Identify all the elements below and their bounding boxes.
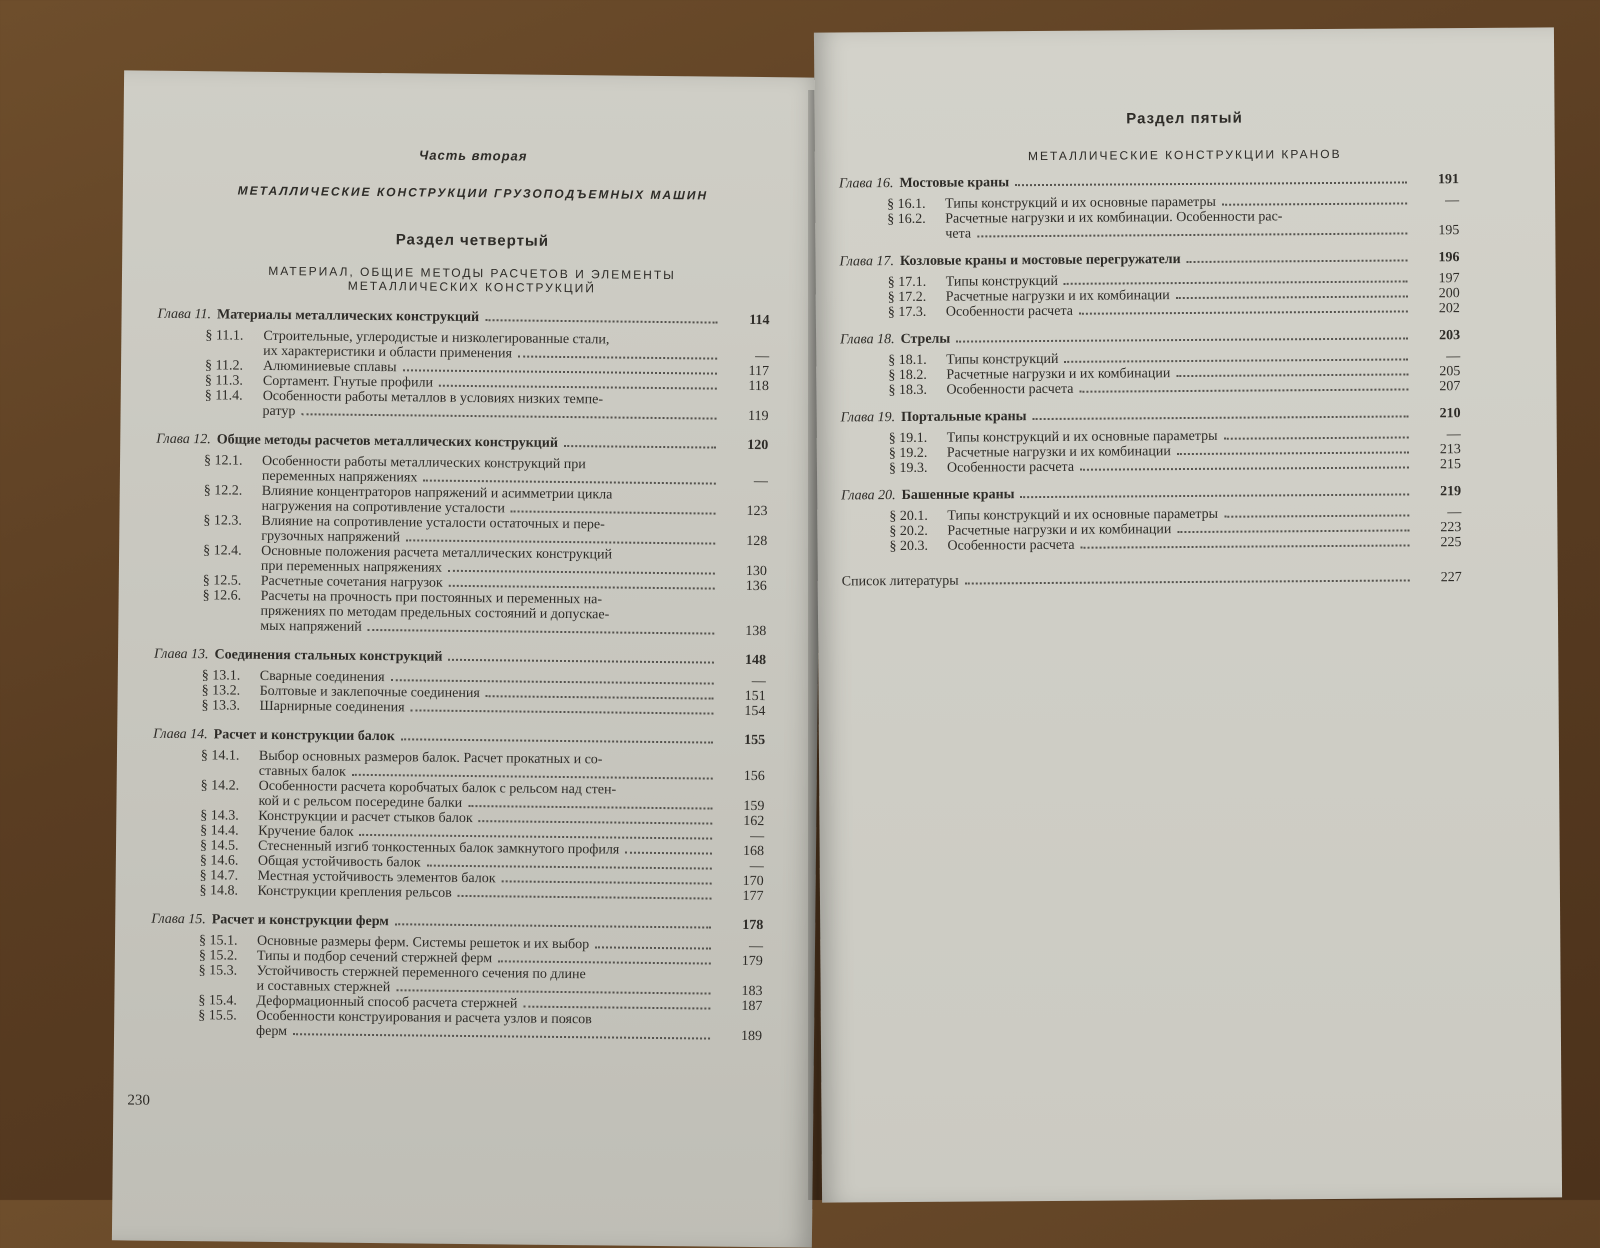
leader-dots — [458, 895, 712, 900]
open-book — [118, 30, 1558, 1200]
leader-dots — [502, 880, 712, 884]
section-title-line: Деформационный способ расчета стержней — [256, 994, 517, 1012]
chapter-label: Глава 20. — [841, 488, 896, 503]
toc-chapter — [839, 250, 1459, 320]
leader-dots — [1176, 373, 1408, 377]
leader-dots — [1064, 280, 1408, 284]
section-title-line: Особенности расчета коробчатых балок с рельсом над стен- — [259, 779, 617, 798]
leader-dots — [1176, 295, 1408, 299]
section-number: § 20.2. — [889, 524, 947, 539]
section-page: 170 — [718, 874, 764, 889]
leader-dots — [449, 585, 715, 590]
chapter-label: Глава 15. — [151, 912, 206, 928]
leader-dots — [396, 989, 710, 994]
section-page: 123 — [721, 504, 767, 519]
leader-dots — [977, 232, 1407, 237]
section-number: § 11.4. — [205, 388, 263, 404]
toc-chapter — [839, 172, 1459, 242]
section-number: § 15.2. — [199, 948, 257, 964]
section-title-line: кой и с рельсом посередине балки — [258, 794, 462, 811]
section-title-line: Кручение балок — [258, 824, 354, 840]
section-entry — [841, 535, 1461, 554]
leader-dots — [1015, 181, 1407, 186]
chapter-label: Глава 18. — [840, 332, 895, 347]
chapter-title: Материалы металлических конструкций — [217, 307, 479, 325]
section-number: § 19.3. — [889, 461, 947, 476]
section-page: 130 — [721, 564, 767, 579]
section-title-line: Местная устойчивость элементов балок — [258, 869, 496, 886]
leader-dots — [1187, 259, 1408, 263]
toc-chapter — [153, 647, 766, 719]
section-indent — [205, 418, 263, 419]
toc-chapter — [150, 912, 763, 1044]
leader-dots — [523, 1006, 710, 1010]
chapter-entry — [153, 727, 765, 748]
chapter-page: 120 — [722, 438, 768, 453]
chapter-entry — [839, 250, 1459, 269]
leader-dots — [439, 385, 717, 390]
section-title-line: Основные положения расчета металлических конструкций — [261, 544, 612, 563]
section-page: 159 — [718, 799, 764, 814]
section-title-line: Стесненный изгиб тонкостенных балок замкнутого профиля — [258, 839, 619, 858]
section-title-line: нагружения на сопротивление усталости — [262, 499, 506, 517]
leader-dots — [956, 337, 1408, 342]
leader-dots — [1079, 310, 1408, 314]
section-page: — — [1413, 193, 1459, 208]
section-page: 195 — [1413, 223, 1459, 238]
section-heading-right: Раздел пятый — [834, 108, 1534, 130]
section-page: 179 — [717, 954, 763, 969]
leader-dots — [1080, 466, 1409, 470]
section-title-line: Строительные, углеродистые и низколегированные стали, — [263, 329, 609, 348]
section-number: § 14.1. — [201, 748, 259, 764]
section-number: § 14.8. — [199, 883, 257, 899]
section-page: 151 — [720, 689, 766, 704]
section-number: § 16.1. — [887, 197, 945, 212]
section-page: 117 — [723, 364, 769, 379]
leader-dots — [301, 413, 716, 419]
section-number: § 13.2. — [202, 683, 260, 699]
section-page: 162 — [718, 814, 764, 829]
bibliography-entry — [842, 570, 1462, 589]
left-page — [112, 70, 824, 1247]
section-page: — — [1414, 349, 1460, 364]
toc-chapter — [151, 727, 765, 904]
section-page: 119 — [722, 409, 768, 424]
leader-dots — [1177, 451, 1409, 455]
section-title-line: Особенности расчета — [946, 382, 1073, 398]
section-page: 225 — [1415, 535, 1461, 550]
section-page: 177 — [717, 889, 763, 904]
section-title-line: Типы конструкций и их основные параметры — [945, 195, 1216, 212]
section-title-line: Расчетные нагрузки и их комбинации — [947, 444, 1171, 461]
chapter-title: Стрелы — [901, 332, 951, 347]
section-page: 128 — [721, 534, 767, 549]
section-page: — — [1415, 427, 1461, 442]
leader-dots — [564, 445, 716, 449]
chapter-entry — [154, 647, 766, 668]
chapter-page: 148 — [720, 653, 766, 668]
section-page: 213 — [1415, 442, 1461, 457]
section-number: § 14.5. — [200, 838, 258, 854]
section-indent — [202, 633, 260, 634]
chapter-title: Мостовые краны — [899, 175, 1009, 191]
leader-dots — [1224, 514, 1409, 517]
section-title-line: Расчетные нагрузки и их комбинации. Особенности рас- — [945, 209, 1282, 226]
section-title-line: Расчетные нагрузки и их комбинации — [946, 288, 1170, 305]
section-title-line: при переменных напряжениях — [261, 559, 442, 576]
chapter-label: Глава 11. — [158, 307, 212, 323]
leader-dots — [395, 923, 711, 928]
section-page: 154 — [719, 704, 765, 719]
section-page: 202 — [1414, 301, 1460, 316]
section-number: § 14.6. — [200, 853, 258, 869]
section-number: § 13.3. — [201, 698, 259, 714]
chapter-entry — [156, 432, 768, 453]
section-title-line: Конструкции крепления рельсов — [257, 884, 451, 901]
page-number: 230 — [127, 1092, 150, 1109]
leader-dots — [293, 1033, 710, 1039]
section-number: § 16.2. — [887, 212, 945, 227]
section-title-right: МЕТАЛЛИЧЕСКИЕ КОНСТРУКЦИИ КРАНОВ — [835, 146, 1535, 165]
chapter-label: Глава 17. — [839, 254, 894, 269]
leader-dots — [1033, 415, 1409, 420]
chapter-label: Глава 16. — [839, 176, 894, 191]
leader-dots — [479, 820, 713, 824]
part-heading: Часть вторая — [123, 144, 823, 166]
chapter-label: Глава 12. — [156, 432, 211, 448]
chapter-title: Портальные краны — [901, 409, 1027, 425]
toc-chapter — [157, 307, 770, 424]
section-title-line: Типы конструкций и их основные параметры — [947, 507, 1218, 524]
section-indent — [198, 1038, 256, 1039]
section-number: § 19.2. — [889, 446, 947, 461]
toc-chapter — [841, 406, 1461, 476]
leader-dots — [965, 579, 1410, 584]
section-page: 205 — [1414, 364, 1460, 379]
toc-chapter — [154, 432, 768, 639]
chapter-page: 210 — [1415, 406, 1461, 421]
section-page: 168 — [718, 844, 764, 859]
section-number: § 13.1. — [202, 668, 260, 684]
chapter-title: Расчет и конструкции ферм — [212, 912, 389, 929]
leader-dots — [498, 960, 711, 964]
section-page: 187 — [716, 999, 762, 1014]
section-number: § 17.3. — [888, 305, 946, 320]
section-page: — — [718, 859, 764, 874]
leader-dots — [423, 480, 716, 485]
section-page: — — [720, 674, 766, 689]
section-number: § 17.2. — [888, 290, 946, 305]
chapter-entry — [841, 406, 1461, 425]
leader-dots — [1222, 202, 1407, 205]
leader-dots — [401, 738, 713, 743]
section-number: § 19.1. — [889, 431, 947, 446]
section-number: § 12.5. — [203, 573, 261, 589]
chapter-entry — [840, 328, 1460, 347]
chapter-title: Соединения стальных конструкций — [214, 647, 442, 664]
section-number: § 20.3. — [889, 539, 947, 554]
section-title-line: Сортамент. Гнутые профили — [263, 374, 433, 391]
section-title-line: Шарнирные соединения — [259, 699, 404, 716]
section-title-line: Особенности работы металлических конструкций при — [262, 454, 586, 472]
table-of-contents-left — [150, 307, 770, 1044]
section-number: § 12.6. — [203, 588, 261, 604]
chapter-page: 203 — [1414, 328, 1460, 343]
leader-dots — [1177, 529, 1409, 533]
section-title-line: ратур — [263, 404, 296, 419]
right-page — [814, 27, 1562, 1202]
section-title-line: Типы конструкций и их основные параметры — [947, 429, 1218, 446]
section-title-line: Особенности расчета — [947, 460, 1074, 476]
section-number: § 20.1. — [889, 509, 947, 524]
leader-dots — [468, 805, 712, 810]
leader-dots — [391, 679, 714, 684]
chapter-title: Козловые краны и мостовые перегружатели — [900, 252, 1181, 269]
section-title-line: Особенности расчета — [947, 538, 1074, 554]
chapter-page: 191 — [1413, 172, 1459, 187]
leader-dots — [511, 510, 716, 514]
section-number: § 12.2. — [204, 483, 262, 499]
section-number: § 15.4. — [198, 993, 256, 1009]
leader-dots — [403, 369, 717, 374]
leader-dots — [368, 629, 715, 635]
section-page: 118 — [723, 379, 769, 394]
chapter-label: Глава 14. — [153, 727, 208, 743]
section-title-line: Особенности расчета — [946, 304, 1073, 320]
section-title-line: Расчетные нагрузки и их комбинации — [947, 522, 1171, 539]
leader-dots — [595, 946, 711, 949]
section-title-line: Влияние концентраторов напряжений и асимметрии цикла — [262, 484, 613, 503]
section-number: § 15.3. — [199, 963, 257, 979]
section-title-line: Основные размеры ферм. Системы решеток и их выбор — [257, 934, 589, 952]
leader-dots — [448, 570, 715, 575]
section-title-line-2: МЕТАЛЛИЧЕСКИХ КОНСТРУКЦИЙ — [122, 276, 822, 297]
bibliography-title: Список литературы — [842, 574, 959, 590]
section-number: § 15.5. — [198, 1008, 256, 1024]
chapter-page: 178 — [717, 918, 763, 933]
leader-dots — [448, 659, 714, 664]
leader-dots — [518, 356, 717, 360]
section-title-line: Влияние на сопротивление усталости остаточных и пере- — [261, 514, 605, 533]
table-of-contents-right — [839, 172, 1462, 554]
section-title-line: Типы и подбор сечений стержней ферм — [257, 949, 492, 966]
section-number: § 18.2. — [888, 368, 946, 383]
section-title-line: Выбор основных размеров балок. Расчет прокатных и со- — [259, 749, 603, 768]
leader-dots — [360, 834, 713, 840]
part-title: МЕТАЛЛИЧЕСКИЕ КОНСТРУКЦИИ ГРУЗОПОДЪЕМНЫХ МАШИН — [123, 182, 823, 203]
section-number: § 11.3. — [205, 373, 263, 389]
section-page: — — [717, 939, 763, 954]
section-number: § 18.3. — [888, 383, 946, 398]
section-number: § 11.1. — [205, 328, 263, 344]
leader-dots — [1079, 388, 1408, 392]
chapter-entry — [841, 484, 1461, 503]
section-number: § 17.1. — [888, 275, 946, 290]
leader-dots — [426, 865, 711, 870]
chapter-entry — [151, 912, 763, 933]
section-title-line: Особенности конструирования и расчета узлов и поясов — [256, 1009, 592, 1028]
section-entry — [841, 457, 1461, 476]
leader-dots — [1223, 436, 1408, 439]
section-number: § 12.1. — [204, 453, 262, 469]
section-page: 197 — [1414, 271, 1460, 286]
leader-dots — [1081, 544, 1410, 548]
chapter-entry — [839, 172, 1459, 191]
section-title-line: ферм — [256, 1024, 287, 1039]
leader-dots — [406, 539, 715, 544]
section-number: § 11.2. — [205, 358, 263, 374]
chapter-page: 155 — [719, 733, 765, 748]
section-title-line: Общая устойчивость балок — [258, 854, 421, 871]
section-title-line: переменных напряжениях — [262, 469, 418, 486]
section-page: — — [723, 349, 769, 364]
section-page: 138 — [720, 624, 766, 639]
section-title-line: мых напряжений — [260, 619, 362, 635]
section-number: § 15.1. — [199, 933, 257, 949]
leader-dots — [486, 695, 714, 699]
section-entry — [840, 301, 1460, 320]
section-title-line: Типы конструкций — [946, 352, 1058, 368]
section-heading: Раздел четвертый — [122, 228, 822, 252]
chapter-page: 196 — [1413, 250, 1459, 265]
section-number: § 14.3. — [200, 808, 258, 824]
section-number: § 18.1. — [888, 353, 946, 368]
section-title-line: ставных балок — [259, 764, 346, 780]
leader-dots — [1065, 358, 1409, 362]
leader-dots — [411, 709, 714, 714]
leader-dots — [1021, 493, 1410, 498]
section-title-line: чета — [945, 227, 971, 242]
chapter-title: Башенные краны — [902, 487, 1015, 503]
toc-chapter — [840, 328, 1460, 398]
leader-dots — [352, 774, 713, 780]
section-page: 183 — [716, 984, 762, 999]
section-title-line: пряжениях по методам предельных состояний и допускае- — [260, 604, 609, 623]
section-title-line: Устойчивость стержней переменного сечения по длине — [257, 964, 586, 982]
section-title-line: Болтовые и заклепочные соединения — [260, 684, 480, 701]
section-title-line: и составных стержней — [256, 979, 390, 995]
section-page: 207 — [1414, 379, 1460, 394]
section-page: 156 — [719, 769, 765, 784]
chapter-label: Глава 19. — [841, 410, 896, 425]
leader-dots — [485, 319, 717, 323]
section-page: — — [718, 829, 764, 844]
chapter-title: Общие методы расчетов металлических конструкций — [217, 432, 558, 451]
chapter-page: 219 — [1415, 484, 1461, 499]
section-page: 223 — [1415, 520, 1461, 535]
section-title-line: Расчеты на прочность при постоянных и переменных на- — [261, 589, 603, 608]
section-title-line: грузочных напряжений — [261, 529, 400, 545]
bibliography-page: 227 — [1416, 570, 1462, 585]
section-number: § 12.3. — [203, 513, 261, 529]
section-title-line: Алюминиевые сплавы — [263, 359, 397, 375]
section-title-line: их характеристики и области применения — [263, 344, 512, 362]
section-page: — — [722, 474, 768, 489]
section-number: § 14.2. — [201, 778, 259, 794]
section-page: 215 — [1415, 457, 1461, 472]
chapter-page: 114 — [723, 313, 769, 328]
section-title-line: Особенности работы металлов в условиях низких темпе- — [263, 389, 603, 408]
toc-chapter — [841, 484, 1461, 554]
section-title-line: Расчетные сочетания нагрузок — [261, 574, 443, 591]
section-number: § 12.4. — [203, 543, 261, 559]
section-title-line: Расчетные нагрузки и их комбинации — [946, 366, 1170, 383]
section-number: § 14.4. — [200, 823, 258, 839]
leader-dots — [625, 852, 712, 855]
section-page: — — [1415, 505, 1461, 520]
section-page: 136 — [721, 579, 767, 594]
section-title-line-1: МАТЕРИАЛ, ОБЩИЕ МЕТОДЫ РАСЧЕТОВ И ЭЛЕМЕНТЫ — [122, 262, 822, 283]
section-title-line: Конструкции и расчет стыков балок — [258, 809, 473, 826]
chapter-title: Расчет и конструкции балок — [214, 727, 395, 744]
section-page: 189 — [716, 1029, 762, 1044]
section-number: § 14.7. — [200, 868, 258, 884]
section-title-line: Сварные соединения — [260, 669, 385, 685]
section-title-line: Типы конструкций — [946, 274, 1058, 290]
chapter-label: Глава 13. — [154, 647, 209, 663]
section-page: 200 — [1414, 286, 1460, 301]
section-entry — [840, 379, 1460, 398]
chapter-entry — [158, 307, 770, 328]
